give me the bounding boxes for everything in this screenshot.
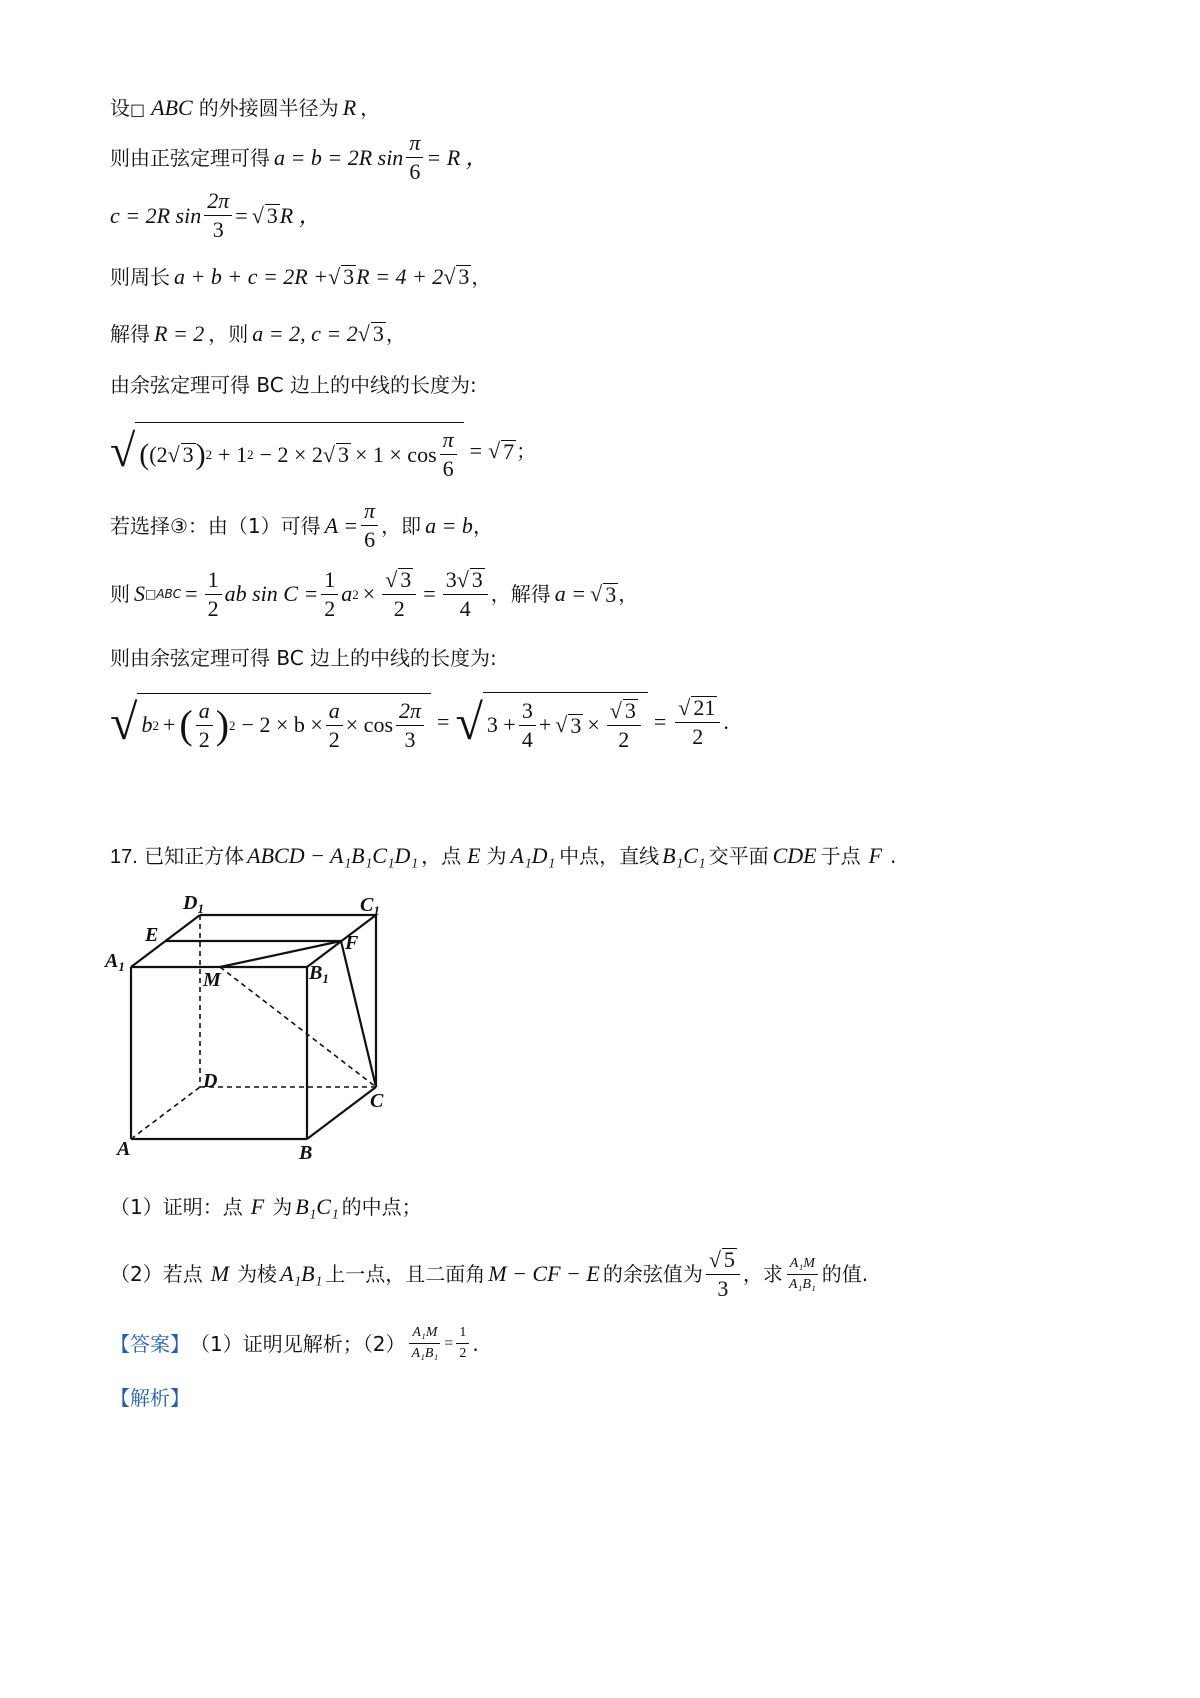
denominator: 6 [409,159,421,184]
line-sine-rule [110,132,488,183]
numerator: π [406,132,423,158]
text: ， [471,265,492,289]
sqrt: 3 [182,442,194,467]
text: 于点 [820,844,861,868]
sqrt: 3 [570,712,582,738]
math: = [437,708,450,734]
line-choice-3 [110,500,493,551]
denominator: 2 [207,595,219,621]
math: S [134,581,145,606]
math: R ， [279,202,321,228]
part-1 [110,1196,422,1218]
text: 为 [272,1195,293,1219]
denominator: 4 [459,596,471,621]
label-A1: $A_1$ [105,950,125,974]
denominator: 2 [692,723,704,749]
math: = R ， [426,144,488,170]
fraction [786,1257,819,1292]
math: a = [554,581,587,606]
numerator: 1 [456,1326,469,1344]
text: ， [472,513,493,538]
sqrt: 3 [343,264,355,289]
fraction [519,697,536,752]
text: . [890,844,897,868]
text: 由余弦定理可得 BC 边上的中线的长度为: [110,373,477,397]
fraction [408,1326,441,1361]
numerator: A₁M [409,1326,440,1344]
numerator: 1 [205,569,222,595]
text: 上一点，且二面角 [325,1262,486,1286]
text: 为棱 [237,1262,278,1286]
numerator: A₁M [787,1257,818,1275]
denominator: 6 [364,527,376,552]
math: E [467,843,481,868]
math: R [342,95,357,120]
denominator: 2 [393,596,405,621]
sqrt: 3 [400,567,412,592]
math: . [723,708,729,734]
sqrt: 3 [605,581,617,607]
math: a [341,581,353,606]
math: a = b [425,512,473,538]
fraction [361,500,378,551]
sqrt: 3 [266,203,278,228]
label-D1: $D_1$ [183,892,204,916]
math: − 2 × b × [241,712,323,737]
numerator: 2π [396,700,424,726]
math: c = 2R sin [110,202,202,228]
fraction [196,697,213,752]
problem-number: 17. [110,846,138,868]
label-C: C [370,1090,384,1112]
math: × [587,712,600,737]
math: = [185,581,198,606]
denominator: 6 [442,456,454,481]
math: 3 + [486,712,516,737]
math: = [423,581,436,606]
math: a = 2, c = 2 [252,321,358,346]
text: . [472,1331,479,1356]
line-cosine-intro-2 [110,648,497,668]
text: 的中点； [341,1195,422,1219]
answer-line [110,1326,479,1361]
fraction [205,566,222,621]
math: + [538,712,552,737]
fraction [396,697,424,752]
text: （2）若点 [110,1262,203,1286]
text: ； [516,439,537,463]
sqrt: 3 [624,698,636,723]
sqrt: 7 [503,438,515,464]
text: ， [385,322,406,346]
text: 的值. [821,1262,869,1286]
math: A₁B₁ [280,1261,323,1286]
cube-figure [95,885,425,1170]
math: F [868,843,883,868]
text: 已知正方体 [144,844,245,868]
text: （1）证明见解析；（2） [190,1331,406,1356]
text: ，解得 [490,582,551,606]
sqrt: 5 [723,1247,735,1272]
math: ABC [151,95,193,120]
math: a + b + c = 2R + [174,264,329,289]
line-c-value: c = 2R sin $\frac{2\pi}{3}$ = √ 3 R ， [110,188,321,242]
text: 为 [486,844,507,868]
denominator: 2 [328,726,340,752]
numerator: 3 [519,700,536,726]
line-perimeter: 则周长 a + b + c = 2R +√ 3R = 4 + 2√ 3 ， [110,264,492,289]
math: × 1 × cos [354,441,437,467]
numerator: π [440,429,457,455]
sqrt: 3 [458,264,470,289]
text: ， [618,582,639,606]
denominator: 3 [717,1276,729,1301]
superscript: 2 [229,717,236,733]
line-median-1: √ ( (2 √ 3 ) 2 + 1 2 − 2 × 2 √ 3 × 1 × cos $\frac{\pi}{6}$ = √ 7 ； [110,422,536,480]
math: ab sin C = [224,581,319,606]
denominator: 2 [198,726,210,752]
sqrt: 3 [337,442,349,467]
math: F [250,1194,265,1219]
answer-tag: 【答案】 [110,1331,190,1356]
fraction [326,697,343,752]
text: 的外接圆半径为 [198,96,339,120]
text: 则由正弦定理可得 [110,145,270,170]
math: CDE [772,843,817,868]
fraction [321,566,338,621]
numerator: a [196,700,213,726]
line-median-2: √ b 2 + ( $\frac{a}{2}$ ) 2 − 2 × b × $\frac{a}{2}$ × cos $\frac{2\pi}{3}$ = √ 3 + $\frac{3}{4}$ + √ 3 × $\frac{√ 3}{2}$ = $\frac{√ 21}{2}$ . [110,693,729,752]
text: 则周长 [110,265,170,289]
denominator: 2 [459,1346,467,1361]
denominator: 3 [404,726,416,752]
denominator: 4 [521,726,533,752]
denominator: A₁B₁ [411,1346,439,1361]
math: M [210,1261,230,1286]
math: = [235,202,248,228]
text: ， [360,96,381,120]
fraction: $\frac{√ 3}{2}$ [382,568,416,620]
text: 解得 [110,322,150,346]
math: = [653,708,667,734]
analysis-tag [110,1388,190,1408]
fraction [440,429,457,480]
fraction: $\frac{√ 5}{3}$ [706,1248,740,1300]
edge-BC [307,1087,376,1139]
label-C1: $C_1$ [360,894,380,918]
label-A: A [117,1138,131,1160]
math: ABCD − A₁B₁C₁D₁ [247,843,419,868]
subscript: □ABC [145,587,182,601]
math: B₁C₁ [295,1194,339,1219]
numerator: 2π [204,190,232,216]
sqrt: 3 [372,321,384,346]
math: B₁C₁ [662,843,706,868]
sqrt: 3 [471,567,483,592]
math: A = [324,512,359,538]
problem-17-stem [110,845,896,867]
text: ，求 [742,1262,783,1286]
line-cosine-intro [110,375,477,395]
text: 则由余弦定理可得 BC 边上的中线的长度为: [110,646,497,670]
numerator: 1 [321,569,338,595]
math: R = 4 + 2 [356,264,444,289]
text: 设 [110,96,130,120]
line-solve-R: 解得 R = 2 ，则 a = 2, c = 2√ 3 ， [110,321,406,346]
line-circumradius [110,97,380,119]
fraction [456,1326,469,1361]
math: R = 2 [154,321,205,346]
fraction: $\frac{√ 21}{2}$ [675,696,720,748]
math: M − CF − E [488,1261,600,1286]
fraction [406,132,423,183]
numerator: π [361,500,378,526]
math: − 2 × 2 [259,441,323,467]
denominator: 2 [324,595,336,621]
superscript: 2 [152,717,159,733]
label-M: M [203,969,221,991]
hidden-edge-AD [131,1087,200,1139]
superscript: 2 [352,586,359,602]
math: A₁D₁ [510,843,556,868]
fraction: $\frac{√ 3}{2}$ [607,699,641,751]
math: × cos [345,712,393,737]
fraction [204,190,232,241]
segment-B1C-part [307,967,376,1087]
math: = [444,1334,454,1352]
text: （1）证明：点 [110,1195,243,1219]
part-2 [110,1248,868,1300]
fraction: $\frac{3√ 3}{4}$ [443,568,488,620]
denominator: 2 [618,727,630,752]
text: 若选择③：由（1）可得 [110,513,321,538]
math: b [141,712,153,737]
math: = [469,438,483,463]
line-area: 则 S □ABC = $\frac{1}{2}$ ab sin C = $\frac{1}{2}$ a 2 × $\frac{√ 3}{2}$ = $\frac{3√ 3}{4}$ ，解得 a = √ 3 ， [110,566,639,621]
analysis-label: 【解析】 [110,1386,190,1410]
text: ，即 [381,513,422,538]
text: 则 [110,582,130,606]
label-F: F [345,932,359,954]
coefficient: 3 [445,567,457,592]
label-D: D [203,1070,218,1092]
numerator: a [326,700,343,726]
segment-FC [341,941,376,1087]
math: a = b = 2R sin [274,144,404,170]
math: + 1 [218,441,248,467]
label-B1: $B_1$ [309,962,329,986]
text: 中点，直线 [559,844,660,868]
math: (2 [149,441,168,467]
text: 的余弦值为 [602,1262,703,1286]
triangle-symbol: □ [130,100,146,119]
label-B: B [299,1142,313,1164]
sqrt: 21 [693,694,716,720]
denominator: A₁B₁ [788,1276,816,1292]
text: 交平面 [708,844,769,868]
denominator: 3 [212,217,224,242]
math: + [162,712,176,737]
math: × [362,581,376,606]
text: ，点 [421,844,462,868]
text: ，则 [208,322,249,346]
label-E: E [145,924,159,946]
